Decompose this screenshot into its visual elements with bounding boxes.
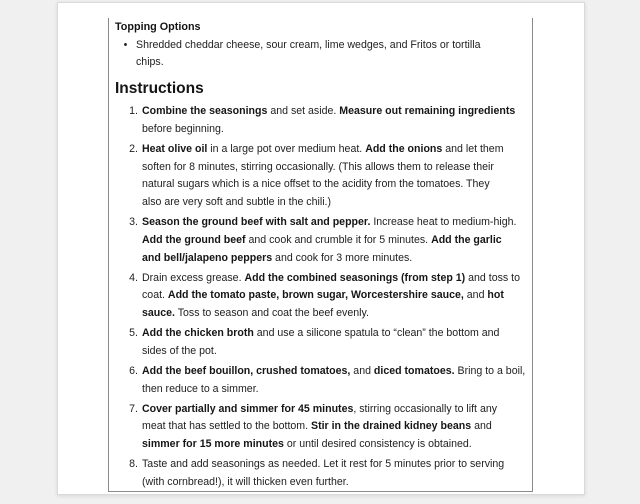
instruction-item xyxy=(115,141,526,212)
item-text xyxy=(142,103,526,138)
item-text xyxy=(142,401,526,454)
text-line: Cover partially and simmer for 45 minutes, stirring occasionally to lift any xyxy=(142,402,498,415)
recipe-card-border xyxy=(108,18,533,492)
item-number: 5. xyxy=(129,327,138,340)
text-line: Add the beef bouillon, crushed tomatoes, and diced tomatoes. Bring to a boil, xyxy=(142,364,526,377)
item-text xyxy=(142,363,526,398)
instructions-list xyxy=(115,103,526,492)
text-line: chips. xyxy=(136,56,164,69)
instruction-item xyxy=(115,456,526,491)
item-text xyxy=(136,37,526,72)
instruction-item xyxy=(115,401,526,454)
item-number: 7. xyxy=(129,402,138,415)
text-line: sides of the pot. xyxy=(142,344,217,357)
text-line: coat. Add the tomato paste, brown sugar, Worcestershire sauce, and hot xyxy=(142,289,504,302)
text-line: and bell/jalapeno peppers and cook for 3 more minutes. xyxy=(142,251,413,264)
item-text xyxy=(142,214,526,267)
item-text xyxy=(142,141,526,212)
text-line: natural sugars which is a nice offset to the acidity from the tomatoes. They xyxy=(142,178,490,191)
text-line: Combine the seasonings and set aside. Measure out remaining ingredients xyxy=(142,105,516,118)
item-number: 1. xyxy=(129,105,138,118)
item-text xyxy=(142,270,526,323)
instruction-item xyxy=(115,103,526,138)
topping-options-list xyxy=(115,37,526,72)
text-line: Shredded cheddar cheese, sour cream, lime wedges, and Fritos or tortilla xyxy=(136,38,481,51)
text-line: Taste and add seasonings as needed. Let it rest for 5 minutes prior to serving xyxy=(142,458,505,471)
text-line: before beginning. xyxy=(142,122,224,135)
item-text xyxy=(142,325,526,360)
bullet-icon: • xyxy=(123,38,128,51)
item-number: 3. xyxy=(129,216,138,229)
text-line: Add the ground beef and cook and crumble it for 5 minutes. Add the garlic xyxy=(142,233,502,246)
text-line: Add the chicken broth and use a silicone spatula to “clean” the bottom and xyxy=(142,327,500,340)
instruction-item xyxy=(115,270,526,323)
item-number: 2. xyxy=(129,142,138,155)
instructions-heading: Instructions xyxy=(115,80,204,98)
text-line: Drain excess grease. Add the combined seasonings (from step 1) and toss to xyxy=(142,271,520,284)
text-line: also are very soft and subtle in the chili.) xyxy=(142,196,332,209)
item-number: 6. xyxy=(129,364,138,377)
instruction-item xyxy=(115,214,526,267)
topping-item xyxy=(115,37,526,72)
item-text xyxy=(142,456,526,491)
text-line: Season the ground beef with salt and pepper. Increase heat to medium-high. xyxy=(142,216,517,229)
text-line: soften for 8 minutes, stirring occasionally. (This allows them to release their xyxy=(142,160,494,173)
topping-options-heading: Topping Options xyxy=(115,21,201,33)
text-line: Heat olive oil in a large pot over medium heat. Add the onions and let them xyxy=(142,142,504,155)
text-line: then reduce to a simmer. xyxy=(142,382,259,395)
text-line: sauce. Toss to season and coat the beef evenly. xyxy=(142,307,369,320)
document-page xyxy=(57,2,585,495)
text-line: (with cornbread!), it will thicken even further. xyxy=(142,475,349,488)
instruction-item xyxy=(115,363,526,398)
text-line: meat that has settled to the bottom. Stir in the drained kidney beans and xyxy=(142,420,492,433)
item-number: 4. xyxy=(129,271,138,284)
instruction-item xyxy=(115,325,526,360)
text-line: simmer for 15 more minutes or until desired consistency is obtained. xyxy=(142,438,472,451)
item-number: 8. xyxy=(129,458,138,471)
